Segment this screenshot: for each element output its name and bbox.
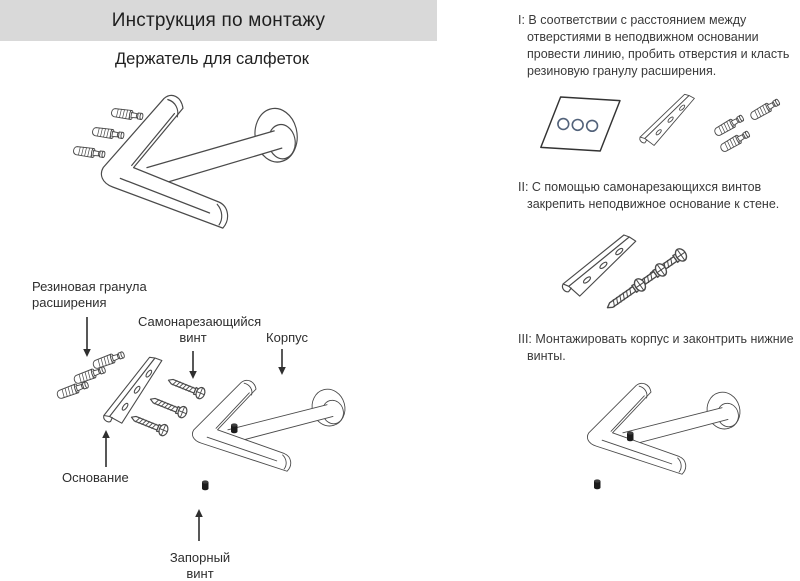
wall-plug-icon — [92, 350, 126, 370]
set-screw-icon — [594, 479, 601, 489]
step-3-text: III: Монтажировать корпус и законтрить нижние винты. — [518, 332, 794, 363]
step-3-illustration — [555, 365, 790, 533]
wall-plug-icon — [749, 98, 781, 122]
step-2-text: II: С помощью самонарезающихся винтов закрепить неподвижное основание к стене. — [518, 180, 780, 211]
label-base: Основание — [62, 470, 129, 485]
label-body: Корпус — [266, 330, 308, 345]
label-locking-screw: Запорный винт — [169, 550, 231, 581]
wall-plug-icon — [73, 146, 105, 159]
exploded-diagram — [10, 265, 410, 581]
wall-plate-icon — [541, 97, 620, 151]
screw-icon — [129, 412, 169, 437]
page-title: Инструкция по монтажу — [111, 9, 326, 31]
screw-icon — [604, 277, 648, 313]
screw-icon — [148, 394, 188, 419]
step-1-text: I: В соответствии с расстоянием между отверстиями в неподвижном основании провести линию, пробить отверстия и класть резиновую гранулу расширения. — [518, 13, 790, 78]
arrow-down-to-screws — [189, 351, 197, 379]
arrow-down-to-plugs — [83, 317, 91, 357]
main-illustration — [55, 82, 385, 272]
wall-plug-icon — [92, 127, 124, 140]
title-band — [0, 0, 437, 41]
arrow-down-to-body — [278, 349, 286, 375]
label-rubber-granule: Резиновая гранула расширения — [32, 279, 147, 310]
set-screw-icon — [202, 480, 209, 490]
set-screw-icon — [627, 431, 634, 441]
arrow-up-to-base — [102, 430, 110, 467]
arrow-up-to-locking-screw — [195, 509, 203, 541]
wall-plug-icon — [56, 380, 90, 400]
holder-body — [587, 383, 744, 474]
wall-plug-icon — [713, 114, 745, 138]
wall-plug-icon — [111, 108, 143, 121]
screw-icon — [166, 375, 206, 400]
base-bracket — [636, 91, 701, 150]
wall-plug-icon — [73, 365, 107, 385]
label-self-tapping-screw: Самонарезающийся винт — [138, 314, 262, 345]
holder-body — [192, 380, 349, 471]
step-1-illustration — [525, 88, 790, 176]
set-screw-icon — [231, 423, 238, 433]
product-subtitle: Держатель для салфеток — [115, 50, 309, 68]
step-2-illustration — [525, 230, 790, 322]
